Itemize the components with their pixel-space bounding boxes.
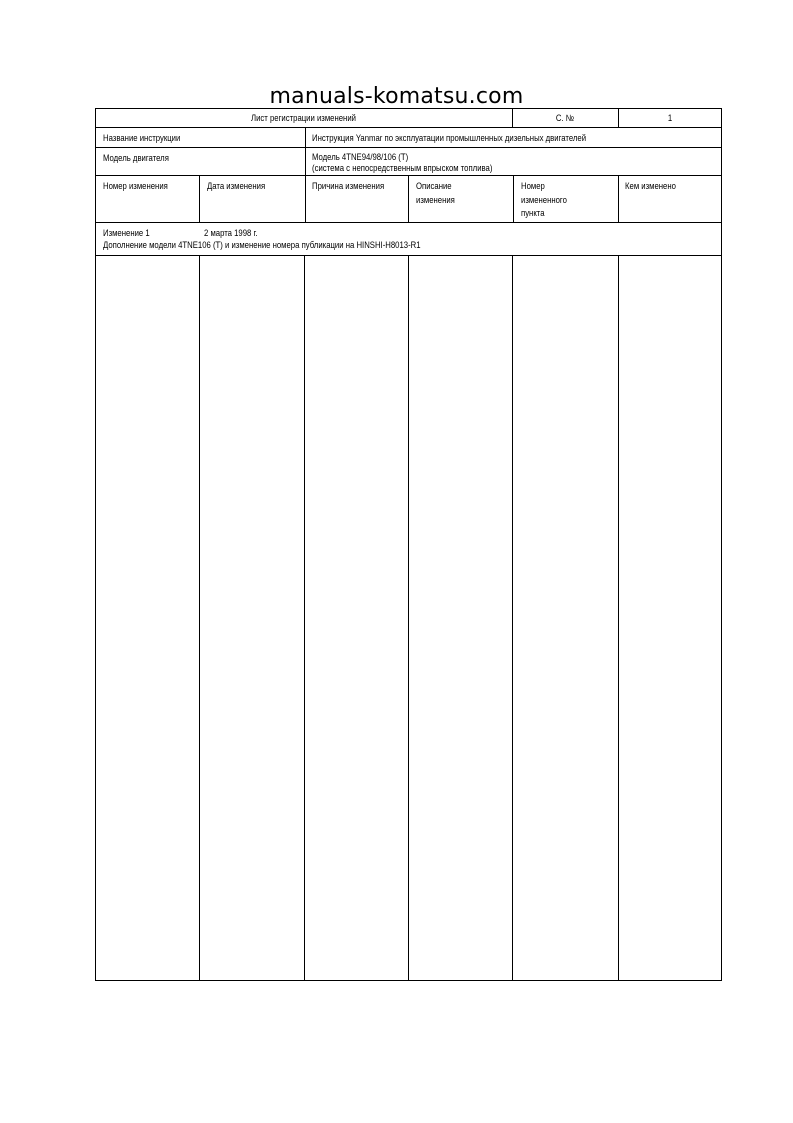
body-column-line bbox=[199, 256, 200, 980]
row-divider bbox=[95, 147, 722, 148]
column-header-description: Описание bbox=[416, 181, 452, 191]
entry-date: 2 марта 1998 г. bbox=[204, 228, 258, 238]
column-header-description-line2: изменения bbox=[416, 195, 455, 205]
row-divider bbox=[95, 222, 722, 223]
body-column-line bbox=[95, 256, 96, 980]
manual-name-value: Инструкция Yanmar по эксплуатации промышленных дизельных двигателей bbox=[312, 133, 587, 143]
engine-model-note: (система с непосредственным впрыском топлива) bbox=[312, 163, 493, 173]
column-divider bbox=[513, 175, 514, 222]
column-divider bbox=[512, 108, 513, 128]
column-divider bbox=[618, 108, 619, 128]
column-header-item-number-line2: измененного bbox=[521, 195, 567, 205]
manual-name-label: Название инструкции bbox=[103, 133, 181, 143]
body-bottom-line bbox=[95, 980, 722, 981]
page-number-value: 1 bbox=[667, 113, 673, 123]
column-divider bbox=[199, 175, 200, 222]
column-header-revision-date: Дата изменения bbox=[207, 181, 266, 191]
column-divider bbox=[408, 175, 409, 222]
body-column-line bbox=[618, 256, 619, 980]
column-header-item-number-line3: пункта bbox=[521, 208, 545, 218]
sheet-title: Лист регистрации изменений bbox=[250, 113, 356, 123]
column-header-changed-by: Кем изменено bbox=[625, 181, 676, 191]
column-divider bbox=[618, 175, 619, 222]
column-header-item-number: Номер bbox=[521, 181, 545, 191]
column-header-revision-number: Номер изменения bbox=[103, 181, 168, 191]
column-divider bbox=[305, 175, 306, 222]
entry-description: Дополнение модели 4TNE106 (T) и изменение номера публикации на HINSHI-H8013-R1 bbox=[103, 240, 421, 250]
body-column-line bbox=[408, 256, 409, 980]
body-column-line bbox=[512, 256, 513, 980]
row-divider bbox=[95, 127, 722, 128]
engine-model-label: Модель двигателя bbox=[103, 153, 169, 163]
page-number-label: С. № bbox=[555, 113, 575, 123]
body-column-line bbox=[721, 256, 722, 980]
watermark-text: manuals-komatsu.com bbox=[269, 84, 524, 109]
engine-model-value: Модель 4TNE94/98/106 (T) bbox=[312, 152, 409, 162]
entry-revision: Изменение 1 bbox=[103, 228, 150, 238]
column-divider bbox=[305, 127, 306, 175]
column-header-revision-reason: Причина изменения bbox=[312, 181, 385, 191]
body-column-line bbox=[304, 256, 305, 980]
